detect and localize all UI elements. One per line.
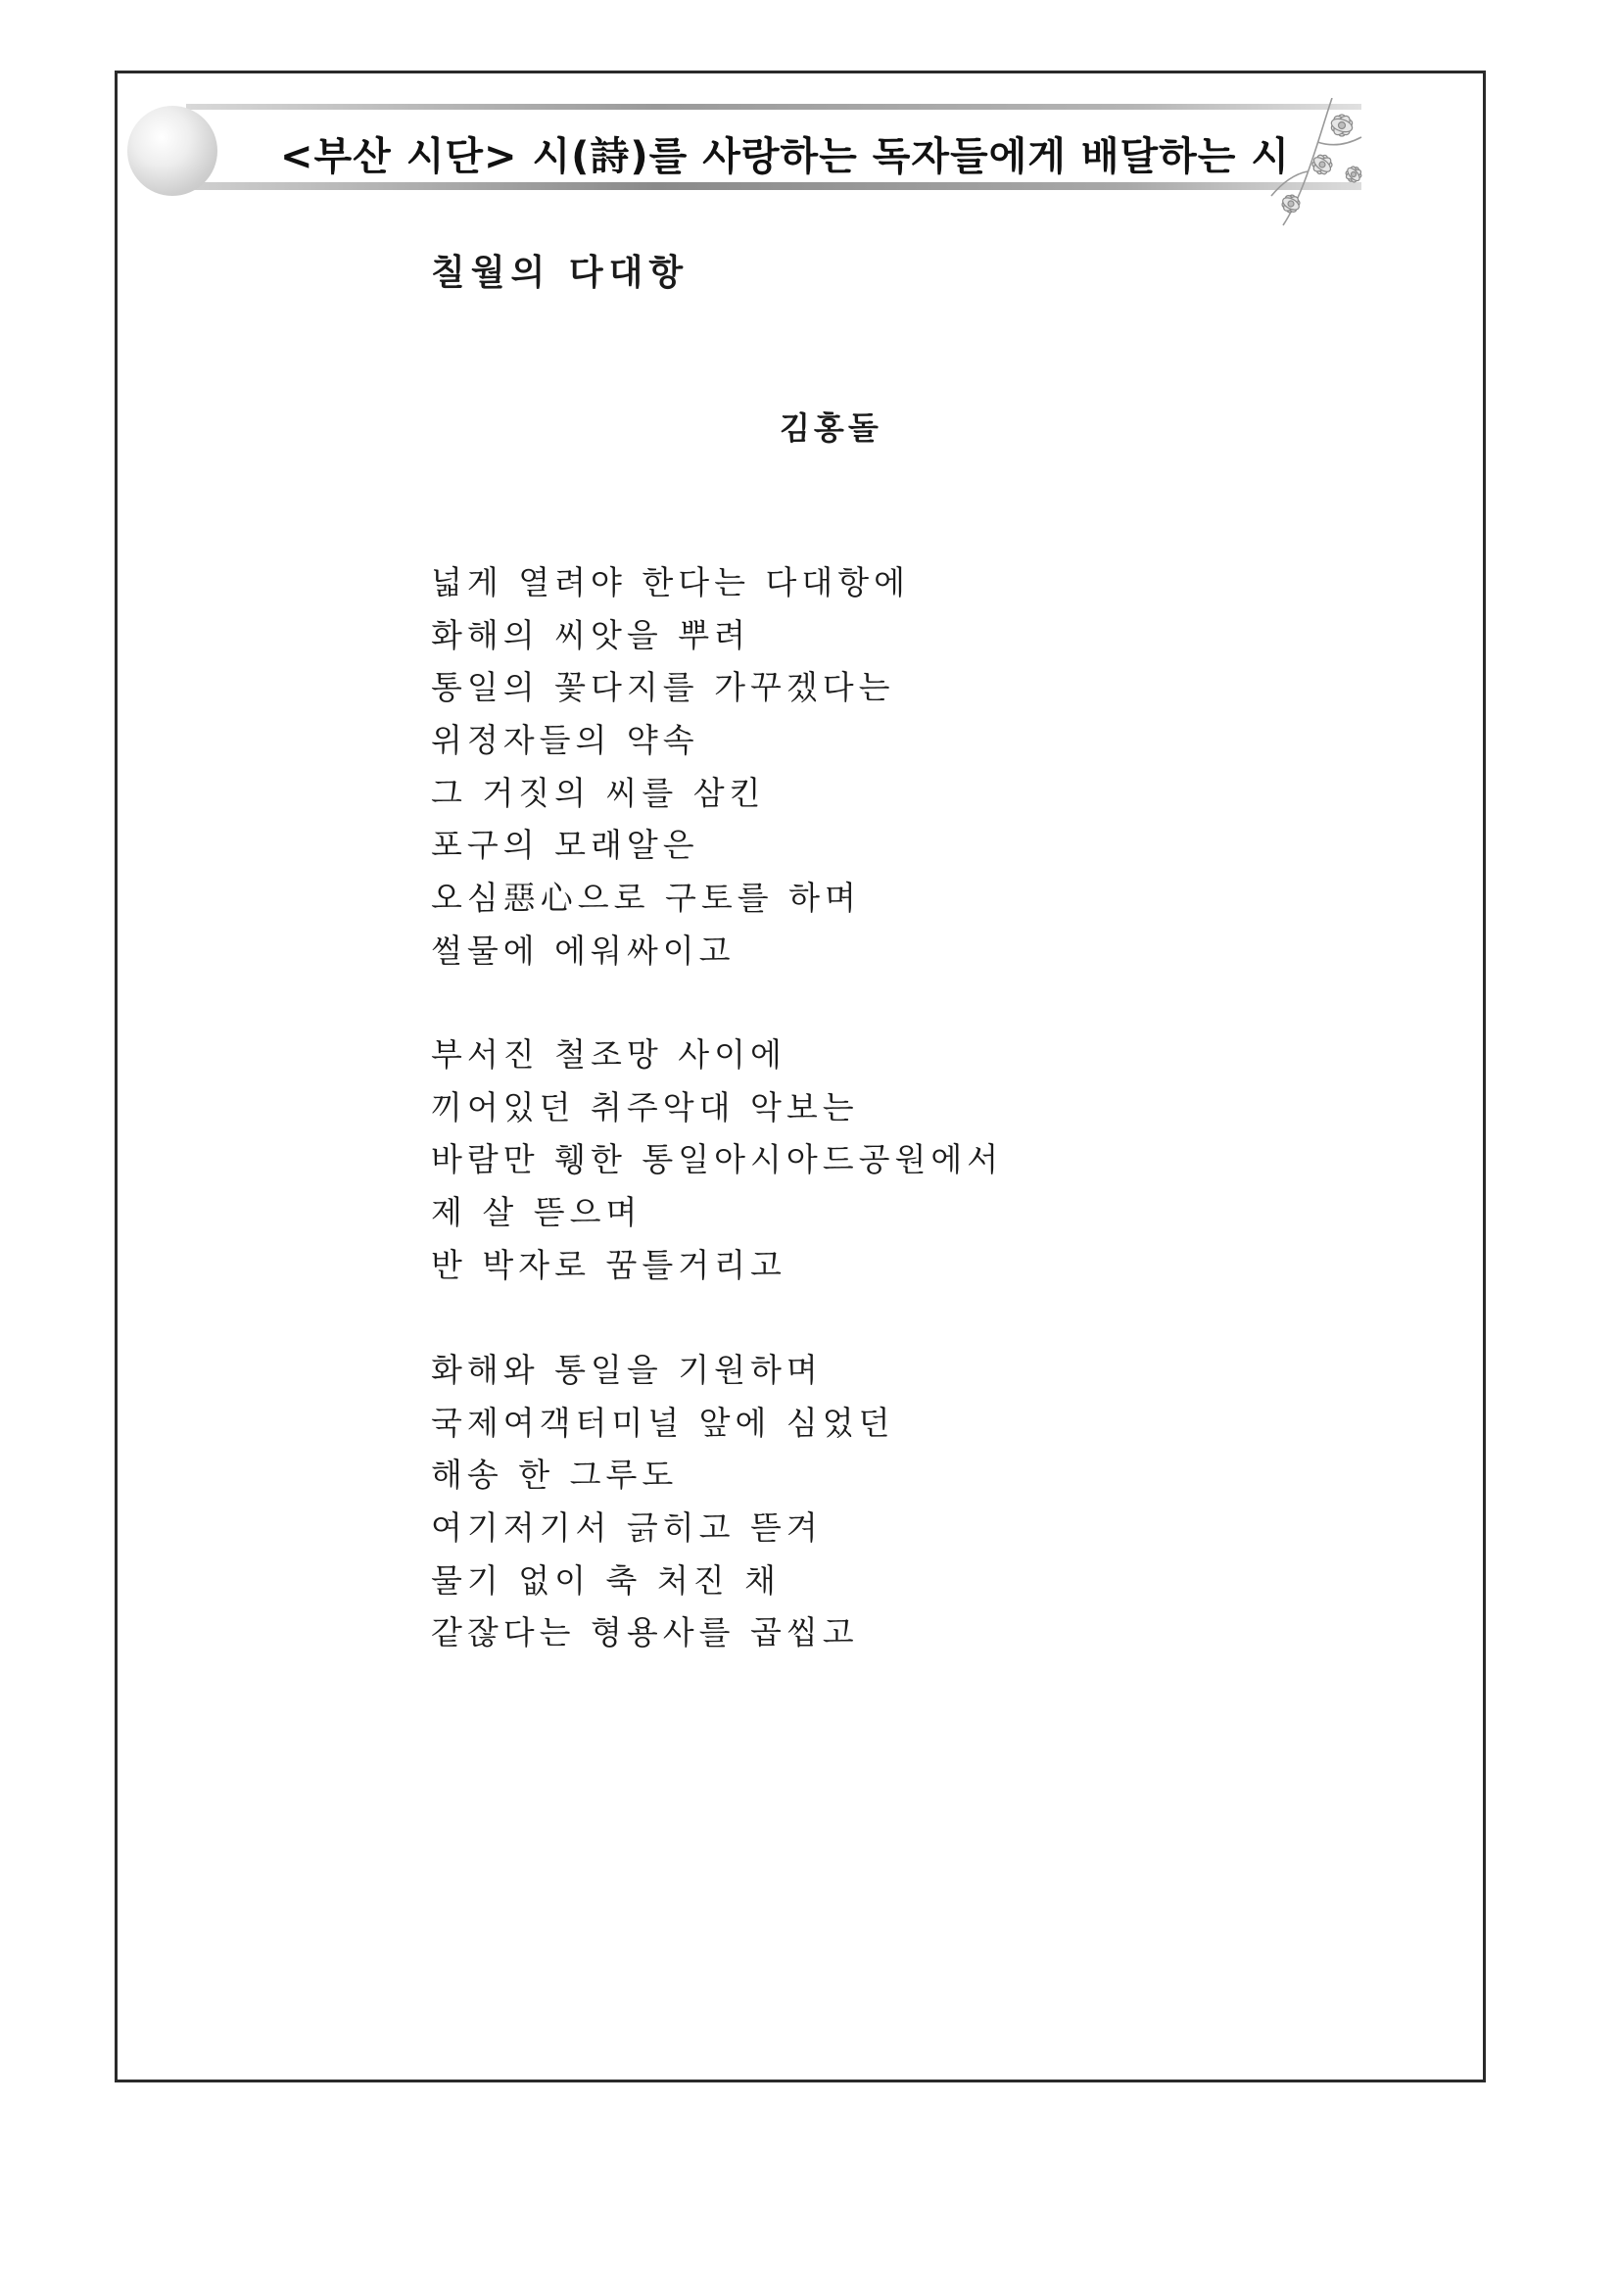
banner-top-rule [186,104,1361,110]
poem-line: 화해의 씨앗을 뿌려 [431,615,751,654]
poem-line: 화해와 통일을 기원하며 [431,1351,823,1389]
stanza-1 [431,556,910,978]
poem-title: 칠월의 다대항 [431,252,690,293]
poem-line: 여기저기서 긁히고 뜯겨 [431,1508,823,1548]
poem-line: 제 살 뜯으며 [431,1193,643,1232]
section-banner [127,98,1352,196]
poem-line: 같잖다는 형용사를 곱씹고 [431,1613,859,1652]
poem-line: 해송 한 그루도 [431,1456,679,1495]
banner-bottom-rule [186,182,1361,190]
poem-line: 넓게 열려야 한다는 다대항에 [431,563,911,601]
poem-line: 통일의 꽃다지를 가꾸겠다는 [431,668,895,707]
poem-line: 끼어있던 취주악대 악보는 [431,1087,859,1126]
poem-line: 국제여객터미널 앞에 심었던 [431,1403,895,1442]
poem-line: 물기 없이 축 처진 채 [431,1560,781,1600]
poem-line: 반 박자로 꿈틀거리고 [431,1245,786,1284]
poem-line: 위정자들의 약속 [431,721,699,760]
poem-line: 포구의 모래알은 [431,826,699,865]
stanza-3 [431,1344,895,1659]
poem-line: 오심惡心으로 구토를 하며 [431,879,861,918]
poem-author: 김홍돌 [780,409,882,447]
flower-ornament-icon [1263,98,1371,230]
poem-line: 썰물에 에워싸이고 [431,931,736,970]
poem-line: 그 거짓의 씨를 삼킨 [431,773,766,812]
poem-line: 바람만 휑한 통일아시아드공원에서 [431,1140,1004,1179]
pearl-ornament-icon [127,106,217,196]
stanza-2 [431,1028,1003,1291]
banner-title: <부산 시단> 시(詩)를 사랑하는 독자들에게 배달하는 시 [280,134,1290,179]
poem-line: 부서진 철조망 사이에 [431,1035,786,1074]
